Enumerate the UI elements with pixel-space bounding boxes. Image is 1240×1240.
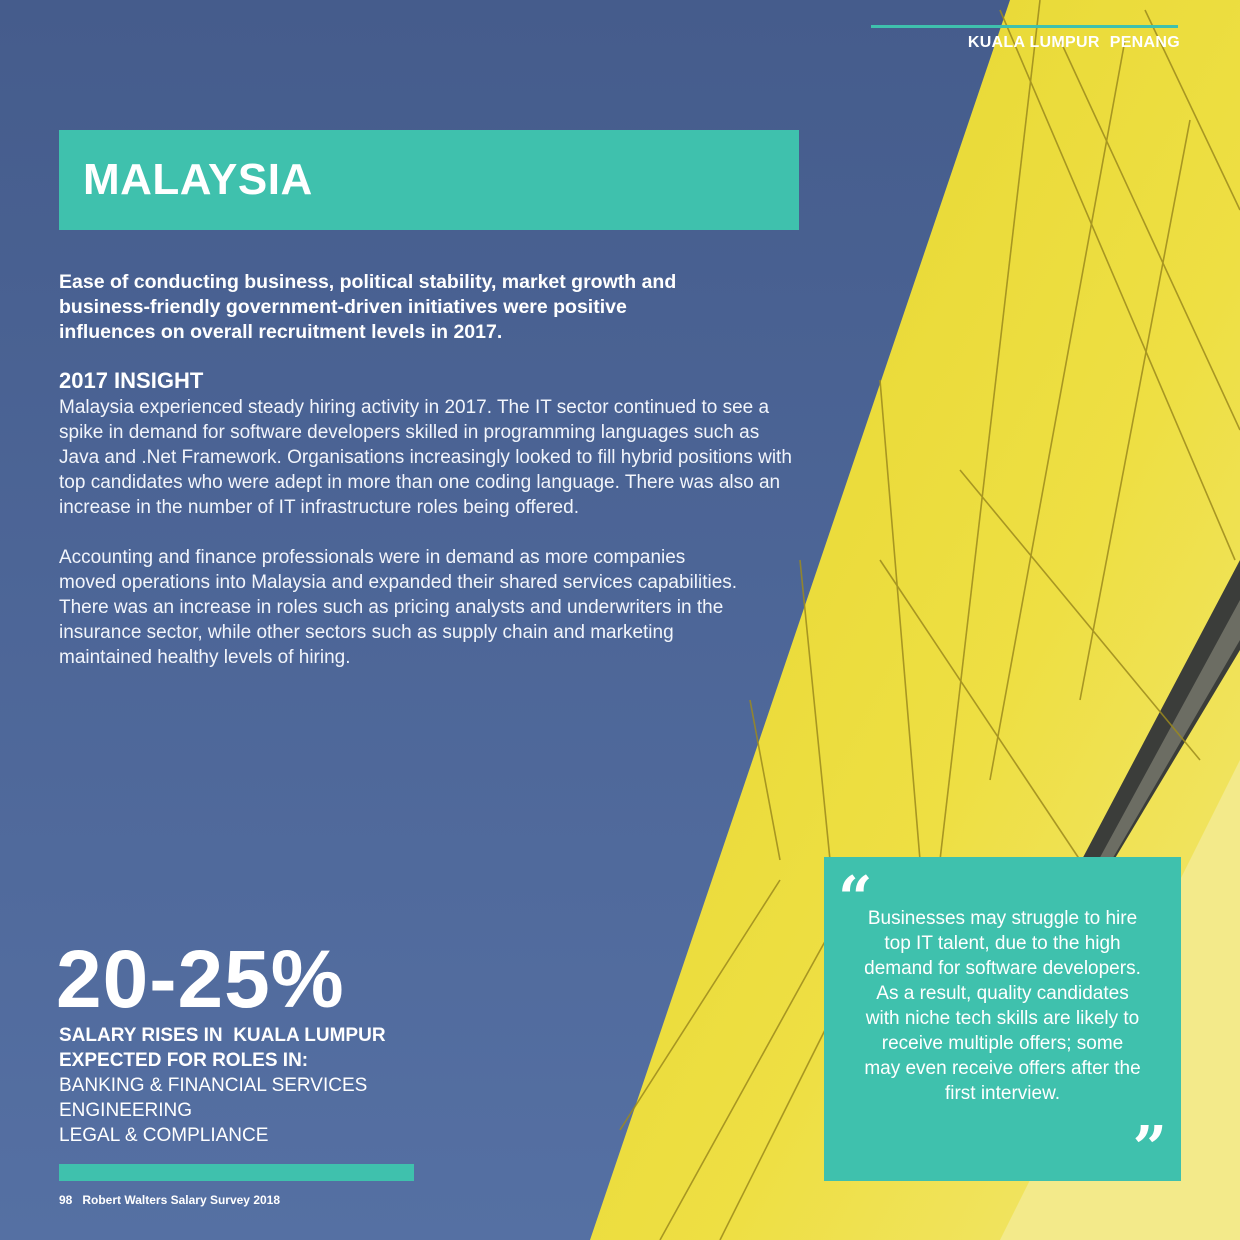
city-kuala-lumpur: KUALA LUMPUR (967, 34, 1100, 51)
page-footer (59, 1193, 280, 1207)
salary-rise-label-line-1: SALARY RISES IN KUALA LUMPUR (59, 1025, 386, 1046)
lead-paragraph: Ease of conducting business, political stability, market growth and business-friendly government-driven initiatives were positive influences on overall recruitment levels in 2017. (59, 271, 677, 343)
page-title: MALAYSIA (83, 155, 313, 204)
publication-name: Robert Walters Salary Survey 2018 (82, 1193, 281, 1207)
salary-rise-stat: 20-25% (56, 934, 345, 1025)
quote-text: Businesses may struggle to hire top IT talent, due to the high demand for software developers. As a result, quality candidates with niche tech skills are likely to receive multiple offers; some may even receive offers after the first interview. (864, 908, 1141, 1104)
role-item: LEGAL & COMPLIANCE (59, 1125, 269, 1146)
city-list (968, 34, 1180, 52)
insight-paragraph-2: Accounting and finance professionals were in demand as more companies moved operations into Malaysia and expanded their shared services capabilities. There was an increase in roles such as pricing analysts and underwriters in the insurance sector, while other sectors such as supply chain and marketing maintained healthy levels of hiring. (59, 547, 738, 668)
salary-rise-label-line-2: EXPECTED FOR ROLES IN: (59, 1050, 309, 1071)
open-quote-icon: “ (838, 864, 873, 934)
title-banner (59, 130, 799, 230)
role-item: ENGINEERING (59, 1100, 193, 1121)
city-penang: PENANG (1109, 34, 1180, 51)
insight-heading: 2017 INSIGHT (59, 368, 204, 393)
footer-accent-bar (59, 1164, 414, 1181)
close-quote-icon: ” (1132, 1114, 1167, 1184)
insight-paragraph-1: Malaysia experienced steady hiring activity in 2017. The IT sector continued to see a spike in demand for software developers skilled in programming languages such as Java and .Net Framework. Organisations increasingly looked to fill hybrid positions with top candidates who were adept in more than one coding language. There was also an increase in the number of IT infrastructure roles being offered. (59, 397, 792, 518)
roles-list (59, 1073, 367, 1148)
header-rule (871, 25, 1178, 28)
salary-rise-label (59, 1023, 386, 1073)
page-number: 98 (59, 1193, 73, 1207)
quote-box (824, 857, 1181, 1184)
role-item: BANKING & FINANCIAL SERVICES (59, 1075, 368, 1096)
